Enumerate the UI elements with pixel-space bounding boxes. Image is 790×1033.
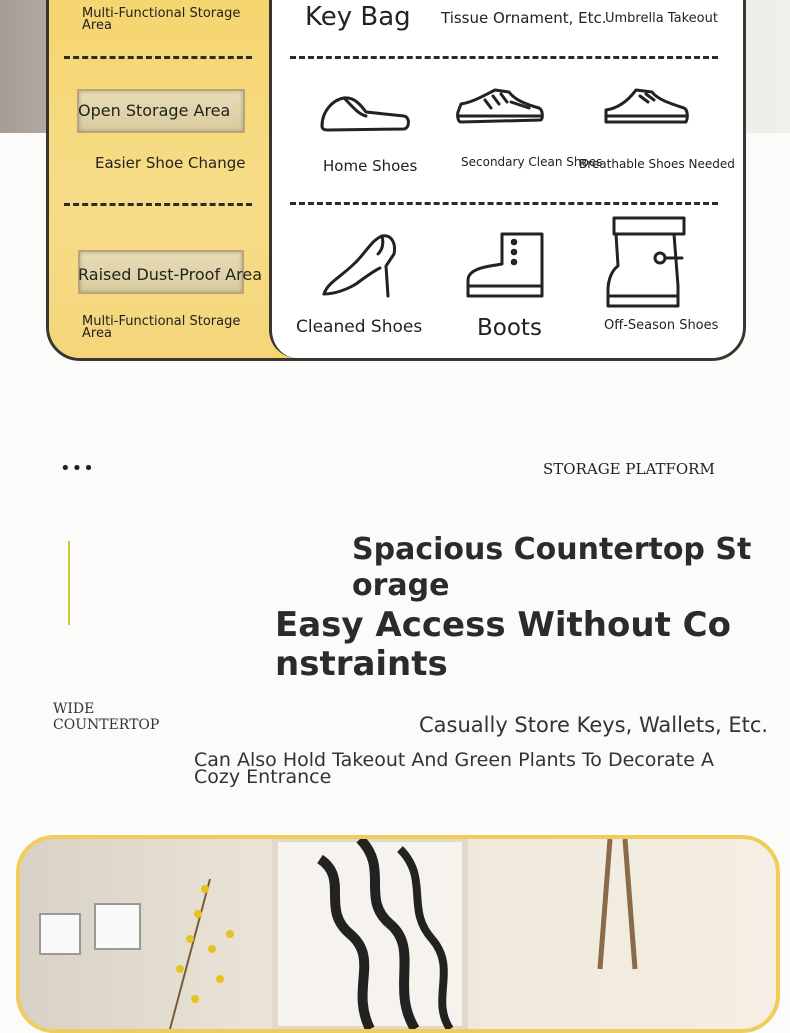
headline-spacious-countertop: Spacious Countertop Storage [352,532,752,603]
leather-shoe-icon [602,86,690,132]
left-divider-2 [64,203,252,206]
subtext-takeout-plants: Can Also Hold Takeout And Green Plants To Decorate A Cozy Entrance [194,749,714,788]
easier-shoe-change-label: Easier Shoe Change [95,154,246,172]
wide-countertop-label: WIDE COUNTERTOP [53,701,160,733]
storage-platform-title: STORAGE PLATFORM [543,460,715,478]
snow-boot-icon [604,214,690,310]
secondary-clean-shoes-label: Secondary Clean Shoes [461,155,603,169]
right-divider-1 [290,56,718,59]
umbrella-takeout-label: Umbrella Takeout [605,11,718,26]
home-shoes-label: Home Shoes [323,157,418,175]
accent-vertical-line [68,541,70,625]
slipper-icon [318,92,414,134]
headline-easy-access: Easy Access Without Constraints [275,605,731,684]
entrance-photo [16,835,780,1033]
high-heel-icon [320,232,400,300]
left-panel [49,0,274,358]
open-storage-label: Open Storage Area [78,101,231,120]
boot-icon [464,230,546,302]
boots-label: Boots [477,315,542,341]
off-season-shoes-label: Off-Season Shoes [604,318,719,333]
top-multi-functional-label: Multi-Functional Storage Area [82,6,241,33]
cleaned-shoes-label: Cleaned Shoes [296,317,423,337]
entrance-photo-illustration [20,839,776,1029]
sneaker-icon [455,86,545,132]
key-bag-label: Key Bag [305,2,411,32]
breathable-shoes-label: Breathable Shoes Needed [579,157,735,171]
menu-dots: ••• [60,458,95,479]
bottom-multi-functional-label: Multi-Functional Storage Area [82,314,241,341]
raised-dust-proof-label: Raised Dust-Proof Area [78,265,262,284]
left-divider-1 [64,56,252,59]
subtext-keys-wallets: Casually Store Keys, Wallets, Etc. [419,713,769,737]
tissue-ornament-label: Tissue Ornament, Etc. [441,9,607,27]
right-divider-2 [290,202,718,205]
